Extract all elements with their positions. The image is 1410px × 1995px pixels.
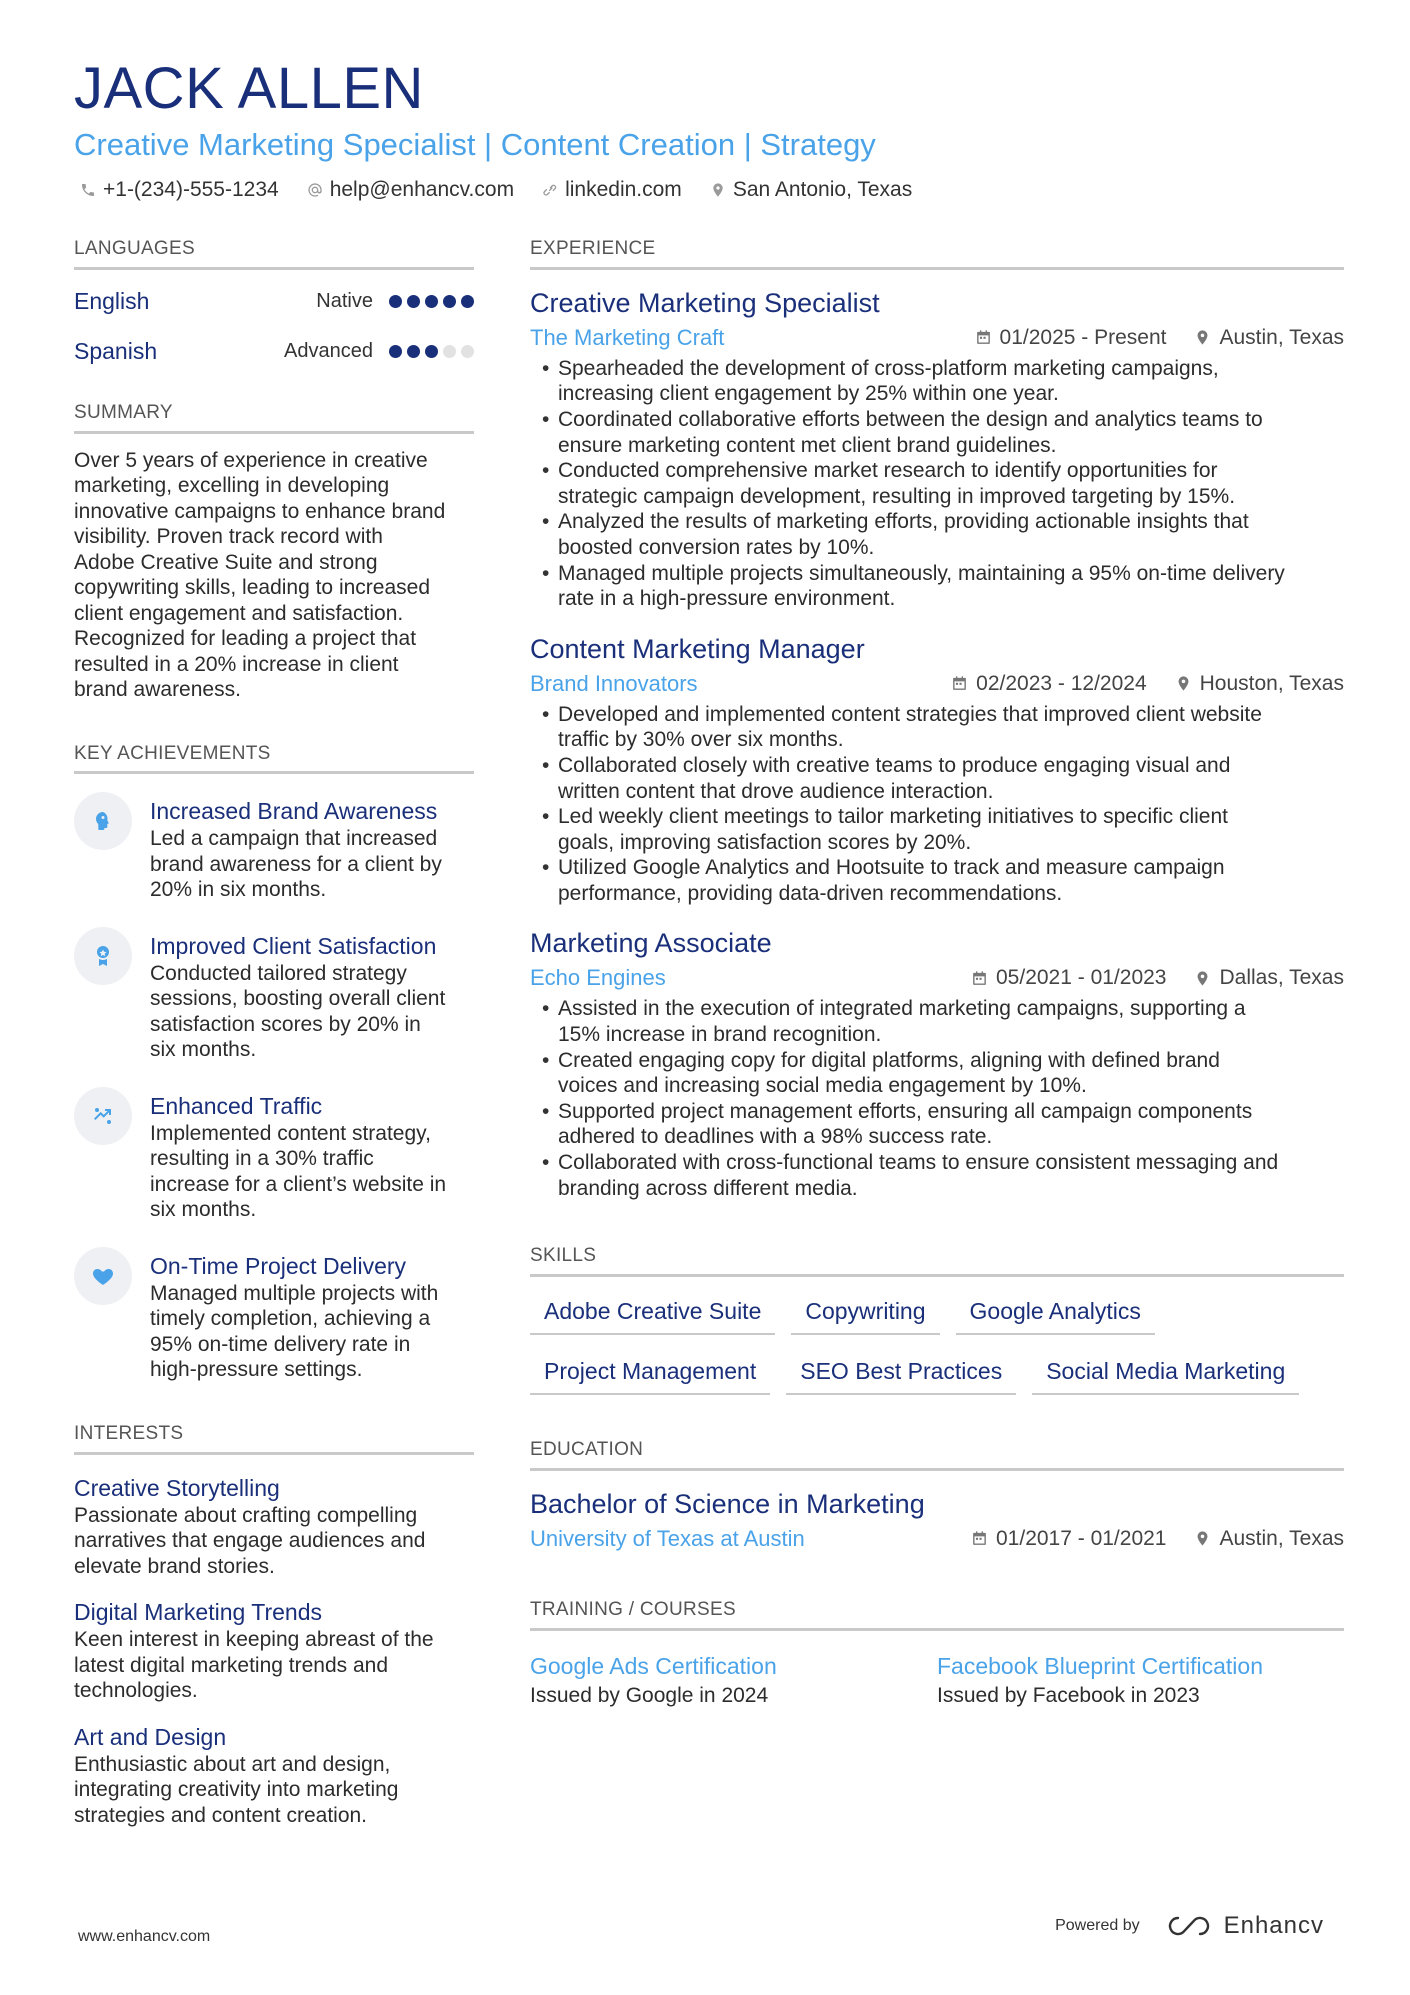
summary-heading: SUMMARY — [74, 402, 474, 434]
company-name: Echo Engines — [530, 965, 666, 991]
bullet-item: • Spearheaded the development of cross-platform marketing campaigns, increasing client engagement by 25% within one year. — [530, 356, 1344, 407]
skill-tag: Adobe Creative Suite — [530, 1297, 775, 1335]
skill-tag: Copywriting — [791, 1297, 939, 1335]
calendar-icon — [951, 675, 968, 692]
powered-by-text: Powered by — [1055, 1917, 1140, 1934]
achievement-desc: Implemented content strategy, resulting in a 30% traffic increase for a client’s website in six months. — [150, 1121, 447, 1222]
left-column — [74, 238, 474, 1828]
course-title: Google Ads Certification — [530, 1652, 777, 1679]
phone-icon — [80, 182, 96, 198]
heart-icon — [74, 1247, 132, 1305]
course-desc: Issued by Google in 2024 — [530, 1683, 769, 1707]
skills-list — [530, 1297, 1330, 1395]
education-entry — [530, 1487, 1344, 1555]
map-pin-icon — [1194, 1530, 1211, 1547]
interest-title: Digital Marketing Trends — [74, 1599, 322, 1626]
course-item — [937, 1651, 1344, 1711]
experience-heading: EXPERIENCE — [530, 238, 1344, 270]
interest-item — [74, 1722, 474, 1829]
skill-tag: SEO Best Practices — [786, 1357, 1016, 1395]
job-dates: 01/2025 - Present — [975, 326, 1167, 350]
contact-phone[interactable] — [80, 178, 279, 202]
bullet-item: • Supported project management efforts, ensuring all campaign components adhered to deadlines with a 98% success rate. — [530, 1099, 1344, 1150]
contact-linkedin[interactable] — [542, 178, 682, 202]
contact-email[interactable] — [307, 178, 514, 202]
education-dates: 01/2017 - 01/2021 — [971, 1527, 1166, 1551]
interest-desc: Keen interest in keeping abreast of the latest digital marketing trends and technologies. — [74, 1628, 434, 1703]
skill-tag: Social Media Marketing — [1032, 1357, 1299, 1395]
degree-title: Bachelor of Science in Marketing — [530, 1488, 925, 1519]
language-name: Spanish — [74, 338, 158, 365]
language-item — [74, 334, 474, 370]
map-pin-icon — [1175, 675, 1192, 692]
calendar-icon — [971, 1530, 988, 1547]
interest-item — [74, 1597, 474, 1704]
job-bullets — [530, 356, 1344, 612]
map-pin-icon — [710, 182, 726, 198]
job-bullets — [530, 996, 1344, 1201]
education-location: Austin, Texas — [1194, 1527, 1344, 1551]
job-entry — [530, 632, 1344, 907]
bullet-item: • Utilized Google Analytics and Hootsuite to track and measure campaign performance, providing data-driven recommendations. — [530, 855, 1344, 906]
candidate-name: JACK ALLEN — [74, 56, 424, 121]
map-pin-icon — [1194, 329, 1211, 346]
bullet-item: • Collaborated with cross-functional teams to ensure consistent messaging and branding across different media. — [530, 1150, 1344, 1201]
map-pin-icon — [1194, 970, 1211, 987]
language-level: Advanced — [284, 340, 373, 363]
bullet-item: • Coordinated collaborative efforts between the design and analytics teams to ensure marketing content met client brand guidelines. — [530, 407, 1344, 458]
achievement-item — [74, 796, 474, 903]
brand-logo[interactable] — [1166, 1912, 1324, 1940]
interest-desc: Passionate about crafting compelling narratives that engage audiences and elevate brand stories. — [74, 1503, 426, 1578]
course-title: Facebook Blueprint Certification — [937, 1652, 1263, 1679]
training-heading: TRAINING / COURSES — [530, 1599, 1344, 1631]
skill-tag: Project Management — [530, 1357, 770, 1395]
email-text: help@enhancv.com — [329, 178, 515, 201]
bullet-item: • Conducted comprehensive market research to identify opportunities for strategic campaign development, resulting in improved targeting by 15%. — [530, 458, 1344, 509]
interest-title: Art and Design — [74, 1723, 227, 1750]
company-name: Brand Innovators — [530, 670, 698, 696]
interests-heading: INTERESTS — [74, 1423, 474, 1455]
job-dates: 05/2021 - 01/2023 — [971, 966, 1166, 990]
right-column — [530, 238, 1344, 1711]
proficiency-dots — [389, 295, 474, 308]
language-level: Native — [316, 290, 373, 313]
trend-icon — [74, 1087, 132, 1145]
achievement-item — [74, 931, 474, 1063]
headline: Creative Marketing Specialist | Content Creation | Strategy — [74, 127, 876, 162]
language-name: English — [74, 288, 150, 315]
job-location: Houston, Texas — [1175, 672, 1344, 696]
award-icon — [74, 927, 132, 985]
interest-item — [74, 1473, 474, 1580]
footer-site-link[interactable]: www.enhancv.com — [78, 1928, 211, 1945]
bullet-item: • Led weekly client meetings to tailor marketing initiatives to specific client goals, improving satisfaction scores by 20%. — [530, 804, 1344, 855]
bullet-item: • Assisted in the execution of integrated marketing campaigns, supporting a 15% increase in brand recognition. — [530, 996, 1344, 1047]
link-icon — [542, 182, 558, 198]
job-location: Austin, Texas — [1194, 326, 1344, 350]
at-icon — [307, 182, 323, 198]
bullet-item: • Created engaging copy for digital platforms, aligning with defined brand voices and increasing social media engagement by 10%. — [530, 1048, 1344, 1099]
contact-location — [710, 178, 912, 202]
achievement-title: On-Time Project Delivery — [150, 1252, 407, 1279]
contact-bar — [80, 178, 912, 202]
footer-branding — [1055, 1912, 1324, 1940]
job-dates: 02/2023 - 12/2024 — [951, 672, 1146, 696]
interest-title: Creative Storytelling — [74, 1474, 280, 1501]
achievement-desc: Led a campaign that increased brand awareness for a client by 20% in six months. — [150, 827, 442, 902]
summary-text: Over 5 years of experience in creative marketing, excelling in developing innovative campaigns to enhance brand visibility. Proven track record with Adobe Creative Suite and strong copywriting skills, leading to increased client engagement and satisfaction. Recognized for leading a project that resulted in a 20% increase in client brand awareness. — [74, 448, 446, 702]
infinity-logo-icon — [1166, 1914, 1212, 1938]
skill-tag: Google Analytics — [956, 1297, 1155, 1335]
school-name: University of Texas at Austin — [530, 1525, 805, 1551]
achievement-item — [74, 1091, 474, 1223]
languages-heading: LANGUAGES — [74, 238, 474, 270]
job-bullets — [530, 702, 1344, 907]
company-name: The Marketing Craft — [530, 324, 725, 350]
linkedin-text: linkedin.com — [565, 178, 682, 201]
course-desc: Issued by Facebook in 2023 — [937, 1683, 1200, 1707]
language-item — [74, 284, 474, 320]
job-entry — [530, 286, 1344, 612]
achievement-title: Enhanced Traffic — [150, 1092, 323, 1119]
bullet-item: • Analyzed the results of marketing efforts, providing actionable insights that boosted conversion rates by 10%. — [530, 509, 1344, 560]
education-heading: EDUCATION — [530, 1439, 1344, 1471]
achievement-desc: Conducted tailored strategy sessions, boosting overall client satisfaction scores by 20% in six months. — [150, 961, 446, 1062]
achievements-heading: KEY ACHIEVEMENTS — [74, 743, 474, 775]
phone-text: +1-(234)-555-1234 — [103, 178, 279, 201]
calendar-icon — [975, 329, 992, 346]
job-location: Dallas, Texas — [1194, 966, 1344, 990]
achievement-title: Improved Client Satisfaction — [150, 932, 437, 959]
job-title: Marketing Associate — [530, 928, 772, 959]
achievement-title: Increased Brand Awareness — [150, 798, 438, 825]
brand-name: Enhancv — [1223, 1912, 1324, 1939]
bullet-item: • Developed and implemented content strategies that improved client website traffic by 30% over six months. — [530, 702, 1344, 753]
achievement-desc: Managed multiple projects with timely completion, achieving a 95% on-time delivery rate in high-pressure settings. — [150, 1281, 439, 1382]
job-entry — [530, 926, 1344, 1201]
bullet-item: • Collaborated closely with creative teams to produce engaging visual and written content that drove audience interaction. — [530, 753, 1344, 804]
proficiency-dots — [389, 345, 474, 358]
location-text: San Antonio, Texas — [732, 178, 913, 201]
job-title: Content Marketing Manager — [530, 633, 865, 664]
course-item — [530, 1651, 937, 1711]
interest-desc: Enthusiastic about art and design, integrating creativity into marketing strategies and content creation. — [74, 1752, 399, 1827]
brain-icon — [74, 792, 132, 850]
courses-list — [530, 1651, 1344, 1711]
job-title: Creative Marketing Specialist — [530, 287, 880, 318]
calendar-icon — [971, 970, 988, 987]
skills-heading: SKILLS — [530, 1245, 1344, 1277]
achievement-item — [74, 1251, 474, 1383]
bullet-item: • Managed multiple projects simultaneously, maintaining a 95% on-time delivery rate in a high-pressure environment. — [530, 561, 1344, 612]
